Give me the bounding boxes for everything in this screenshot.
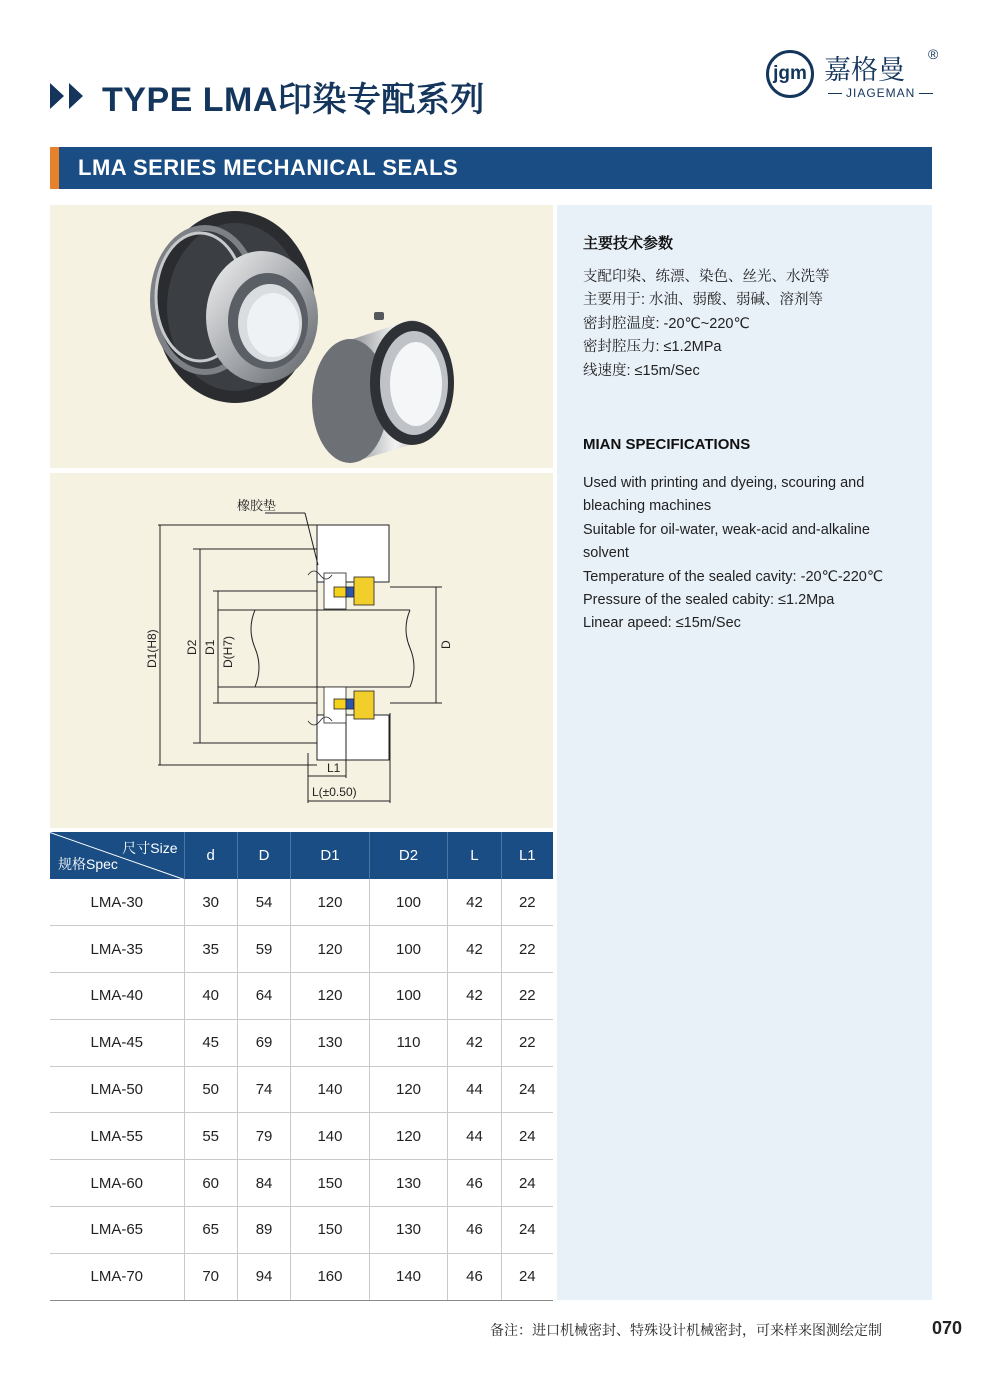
english-spec-line: Temperature of the sealed cavity: -20℃-220℃: [583, 568, 884, 585]
spec-model-cell: LMA-50: [50, 1066, 184, 1113]
dimension-cell: 130: [369, 1207, 448, 1254]
spec-model-cell: LMA-35: [50, 926, 184, 973]
english-spec-line: Suitable for oil-water, weak-acid and-alkaline: [583, 521, 870, 538]
dimension-cell: 44: [448, 1066, 501, 1113]
dimension-cell: 22: [501, 1019, 553, 1066]
logo-english-name: JIAGEMAN: [824, 86, 937, 100]
spec-model-cell: LMA-65: [50, 1207, 184, 1254]
chinese-spec-line: 线速度: ≤15m/Sec: [583, 362, 700, 379]
dim-l: L(±0.50): [312, 785, 357, 799]
dimension-cell: 35: [184, 926, 237, 973]
dimension-cell: 46: [448, 1207, 501, 1254]
dimension-cell: 74: [237, 1066, 290, 1113]
dimension-cell: 89: [237, 1207, 290, 1254]
dimension-cell: 24: [501, 1160, 553, 1207]
dimension-cell: 100: [369, 879, 448, 926]
dimension-cell: 24: [501, 1207, 553, 1254]
english-spec-line: bleaching machines: [583, 498, 712, 515]
seal-illustration: [50, 205, 553, 468]
table-header-row: [50, 832, 553, 879]
table-row: [50, 1160, 553, 1207]
dimension-cell: 150: [291, 1207, 370, 1254]
english-spec-line: Linear apeed: ≤15m/Sec: [583, 615, 741, 632]
dimension-cell: 120: [369, 1113, 448, 1160]
dimension-cell: 55: [184, 1113, 237, 1160]
specifications-panel: [557, 205, 932, 1300]
table-row: [50, 1066, 553, 1113]
brand-logo: [764, 46, 944, 106]
dimension-cell: 100: [369, 973, 448, 1020]
dimension-cell: 160: [291, 1253, 370, 1300]
dimension-cell: 50: [184, 1066, 237, 1113]
dimension-cell: 140: [291, 1113, 370, 1160]
table-row: [50, 1019, 553, 1066]
dimension-cell: 46: [448, 1253, 501, 1300]
dimension-cell: 45: [184, 1019, 237, 1066]
dimension-cell: 42: [448, 926, 501, 973]
chinese-spec-heading: 主要技术参数: [583, 235, 674, 252]
logo-mark: jgm: [766, 50, 814, 98]
footer-note: 备注：进口机械密封、特殊设计机械密封，可来样来图测绘定制: [490, 1322, 882, 1338]
technical-drawing: [50, 473, 553, 828]
dimension-cell: 70: [184, 1253, 237, 1300]
column-header-d: d: [184, 832, 237, 879]
column-header-D2: D2: [369, 832, 448, 879]
dimension-cell: 150: [291, 1160, 370, 1207]
chinese-spec-line: 密封腔压力: ≤1.2MPa: [583, 339, 722, 356]
spec-model-cell: LMA-70: [50, 1253, 184, 1300]
section-banner: [50, 147, 932, 189]
dimension-cell: 94: [237, 1253, 290, 1300]
table-row: [50, 879, 553, 926]
dimension-cell: 24: [501, 1066, 553, 1113]
dimension-cell: 110: [369, 1019, 448, 1066]
spec-model-cell: LMA-45: [50, 1019, 184, 1066]
banner-title: LMA SERIES MECHANICAL SEALS: [78, 155, 459, 180]
dimension-cell: 22: [501, 973, 553, 1020]
dimension-cell: 84: [237, 1160, 290, 1207]
table-row: [50, 926, 553, 973]
dimension-cell: 69: [237, 1019, 290, 1066]
dimension-cell: 30: [184, 879, 237, 926]
page-number: 070: [932, 1318, 963, 1338]
title-row: [50, 74, 485, 118]
dimension-cell: 65: [184, 1207, 237, 1254]
chinese-spec-line: 主要用于: 水油、弱酸、弱碱、溶剂等: [583, 292, 824, 309]
dimension-cell: 120: [291, 926, 370, 973]
dimension-cell: 42: [448, 973, 501, 1020]
dimension-cell: 130: [369, 1160, 448, 1207]
dimension-cell: 22: [501, 879, 553, 926]
spec-model-cell: LMA-55: [50, 1113, 184, 1160]
product-photo: [50, 205, 553, 468]
dimension-cell: 46: [448, 1160, 501, 1207]
rubber-pad-label: 橡胶垫: [237, 498, 277, 513]
corner-size-label: 尺寸Size: [122, 840, 178, 856]
english-spec-line: solvent: [583, 545, 629, 562]
dimension-cell: 44: [448, 1113, 501, 1160]
dimension-cell: 60: [184, 1160, 237, 1207]
table-row: [50, 1253, 553, 1300]
dim-d2: D2: [185, 639, 199, 655]
english-spec-line: Used with printing and dyeing, scouring and: [583, 475, 865, 491]
spec-model-cell: LMA-30: [50, 879, 184, 926]
dimension-cell: 130: [291, 1019, 370, 1066]
column-header-L1: L1: [501, 832, 553, 879]
dimension-cell: 140: [369, 1253, 448, 1300]
dimension-cell: 120: [291, 973, 370, 1020]
english-spec-list: [583, 472, 913, 636]
dimension-table: [50, 832, 553, 1301]
column-header-D1: D1: [291, 832, 370, 879]
column-header-L: L: [448, 832, 501, 879]
registered-mark: ®: [928, 46, 939, 62]
table-corner-cell: [50, 832, 184, 879]
dimension-cell: 120: [291, 879, 370, 926]
dimension-cell: 54: [237, 879, 290, 926]
dimension-cell: 42: [448, 1019, 501, 1066]
dimension-cell: 140: [291, 1066, 370, 1113]
dim-d: D: [439, 640, 453, 649]
double-chevron-icon: [50, 83, 88, 109]
english-spec-heading: MIAN SPECIFICATIONS: [583, 436, 751, 453]
page-title: TYPE LMA印染专配系列: [102, 80, 485, 119]
dimension-cell: 100: [369, 926, 448, 973]
dim-d1: D1: [203, 639, 217, 655]
table-row: [50, 1207, 553, 1254]
dimension-cell: 24: [501, 1113, 553, 1160]
dimension-cell: 120: [369, 1066, 448, 1113]
dimension-cell: 64: [237, 973, 290, 1020]
dimension-cell: 79: [237, 1113, 290, 1160]
chinese-spec-line: 密封腔温度: -20℃~220℃: [583, 315, 750, 332]
dim-d1-h8: D1(H8): [145, 629, 159, 668]
dim-d-h7: D(H7): [221, 636, 235, 668]
english-spec-line: Pressure of the sealed cabity: ≤1.2Mpa: [583, 592, 835, 609]
spec-model-cell: LMA-60: [50, 1160, 184, 1207]
chinese-spec-list: [583, 266, 913, 383]
dimension-cell: 42: [448, 879, 501, 926]
corner-spec-label: 规格Spec: [58, 856, 118, 872]
cross-section-drawing: [50, 473, 553, 828]
table-row: [50, 1113, 553, 1160]
dimension-cell: 40: [184, 973, 237, 1020]
dim-l1: L1: [327, 761, 341, 775]
column-header-D: D: [237, 832, 290, 879]
dimension-cell: 59: [237, 926, 290, 973]
dimension-cell: 22: [501, 926, 553, 973]
spec-model-cell: LMA-40: [50, 973, 184, 1020]
chinese-spec-line: 支配印染、练漂、染色、丝光、水洗等: [583, 269, 830, 285]
table-row: [50, 973, 553, 1020]
logo-chinese-name: 嘉格曼: [824, 55, 905, 86]
dimension-cell: 24: [501, 1253, 553, 1300]
